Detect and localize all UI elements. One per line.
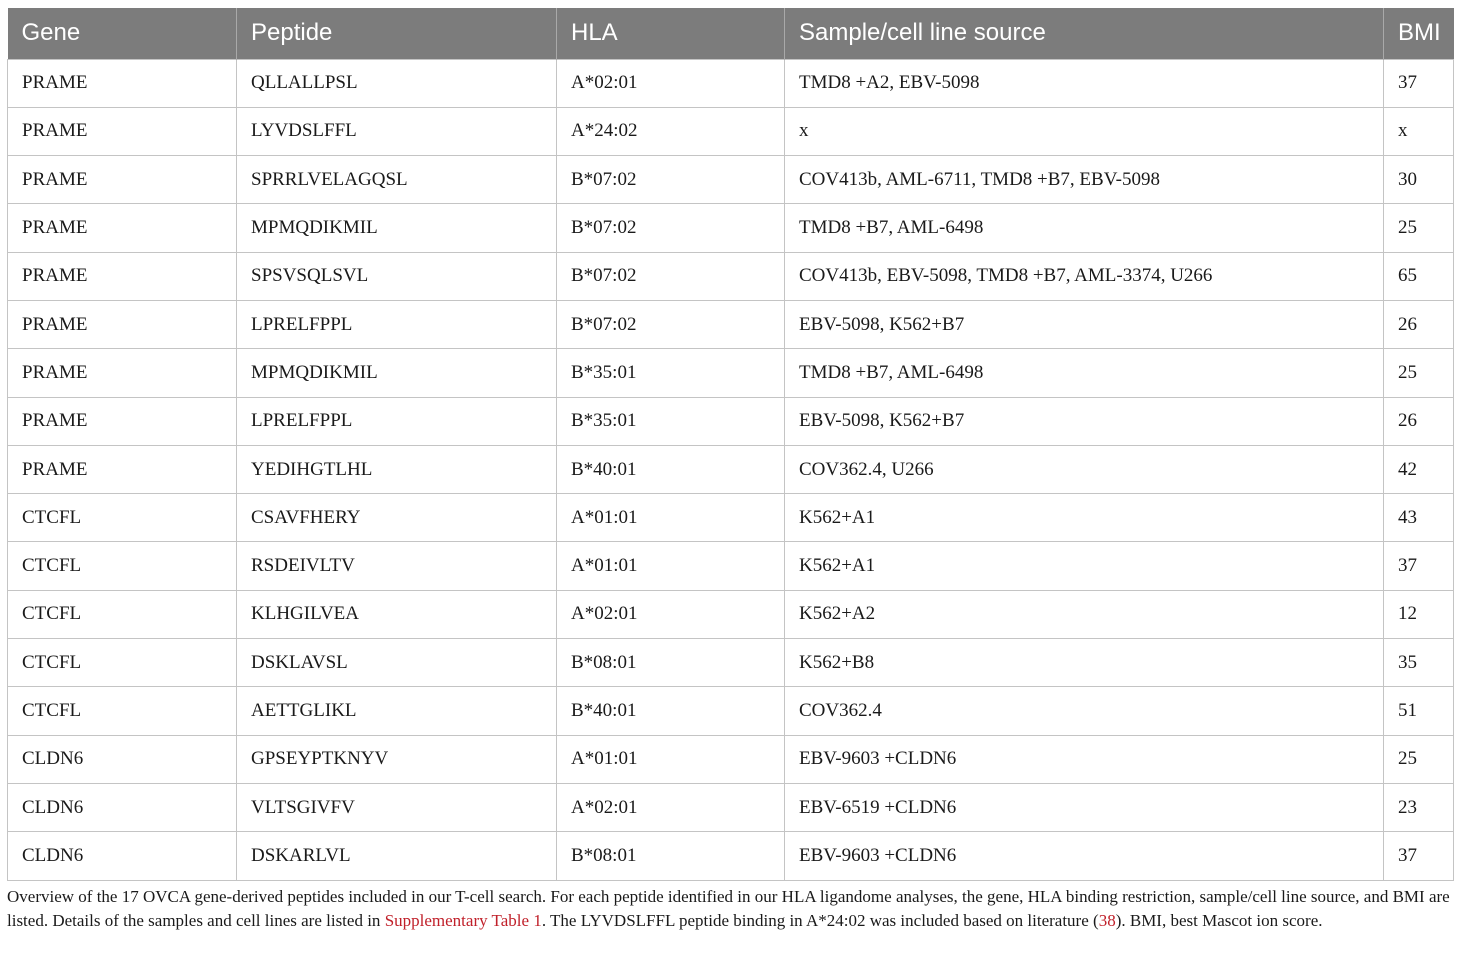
cell-hla: A*01:01 [557,735,785,783]
cell-gene: PRAME [8,445,237,493]
cell-peptide: YEDIHGTLHL [237,445,557,493]
cell-hla: B*07:02 [557,300,785,348]
cell-bmi: 42 [1384,445,1454,493]
cell-gene: CLDN6 [8,783,237,831]
cell-peptide: DSKARLVL [237,832,557,880]
cell-bmi: 26 [1384,300,1454,348]
cell-source: COV413b, AML-6711, TMD8 +B7, EBV-5098 [785,156,1384,204]
cell-hla: B*08:01 [557,832,785,880]
cell-bmi: 51 [1384,687,1454,735]
cell-gene: CTCFL [8,494,237,542]
cell-bmi: 26 [1384,397,1454,445]
cell-hla: A*24:02 [557,107,785,155]
cell-hla: A*02:01 [557,590,785,638]
cell-hla: A*02:01 [557,783,785,831]
table-row [8,397,1454,445]
cell-gene: PRAME [8,204,237,252]
cell-source: TMD8 +B7, AML-6498 [785,349,1384,397]
cell-bmi: 25 [1384,735,1454,783]
table-row [8,494,1454,542]
table-header-row [8,8,1454,59]
cell-bmi: 30 [1384,156,1454,204]
cell-hla: B*08:01 [557,639,785,687]
cell-source: EBV-9603 +CLDN6 [785,832,1384,880]
cell-source: TMD8 +B7, AML-6498 [785,204,1384,252]
table-row [8,639,1454,687]
cell-peptide: VLTSGIVFV [237,783,557,831]
cell-gene: CLDN6 [8,735,237,783]
cell-gene: PRAME [8,107,237,155]
cell-bmi: x [1384,107,1454,155]
table-caption [7,885,1453,933]
cell-hla: A*01:01 [557,542,785,590]
header-hla: HLA [557,8,785,59]
cell-gene: PRAME [8,59,237,107]
table-row [8,783,1454,831]
cell-source: EBV-6519 +CLDN6 [785,783,1384,831]
cell-source: COV362.4 [785,687,1384,735]
cell-source: K562+A1 [785,542,1384,590]
table-row [8,300,1454,348]
cell-peptide: LPRELFPPL [237,300,557,348]
cell-bmi: 37 [1384,832,1454,880]
caption-text-1: Overview of the 17 OVCA gene-derived peptides included in our T-cell search. For each peptide identified in our HLA ligandome analyses, the gene, HLA binding restriction, sample/cell line source, and BMI are listed. Details of the samples and cell lines are listed in [7,887,1450,930]
cell-peptide: DSKLAVSL [237,639,557,687]
cell-bmi: 25 [1384,349,1454,397]
table-row [8,445,1454,493]
cell-source: COV362.4, U266 [785,445,1384,493]
table-row [8,107,1454,155]
cell-gene: CTCFL [8,687,237,735]
cell-source: COV413b, EBV-5098, TMD8 +B7, AML-3374, U266 [785,252,1384,300]
cell-peptide: QLLALLPSL [237,59,557,107]
header-source: Sample/cell line source [785,8,1384,59]
cell-gene: PRAME [8,252,237,300]
header-peptide: Peptide [237,8,557,59]
cell-source: TMD8 +A2, EBV-5098 [785,59,1384,107]
cell-hla: A*01:01 [557,494,785,542]
cell-hla: B*07:02 [557,156,785,204]
cell-source: K562+A1 [785,494,1384,542]
cell-source: x [785,107,1384,155]
cell-bmi: 23 [1384,783,1454,831]
table-row [8,252,1454,300]
cell-hla: A*02:01 [557,59,785,107]
cell-hla: B*07:02 [557,204,785,252]
cell-bmi: 12 [1384,590,1454,638]
cell-source: EBV-5098, K562+B7 [785,397,1384,445]
cell-peptide: CSAVFHERY [237,494,557,542]
table-row [8,590,1454,638]
cell-gene: CLDN6 [8,832,237,880]
cell-peptide: SPSVSQLSVL [237,252,557,300]
caption-text-2: . The LYVDSLFFL peptide binding in A*24:02 was included based on literature ( [541,911,1099,930]
cell-bmi: 37 [1384,59,1454,107]
cell-gene: CTCFL [8,542,237,590]
cell-bmi: 65 [1384,252,1454,300]
supplementary-table-link[interactable]: Supplementary Table 1 [384,911,542,930]
peptide-table-container [7,8,1453,881]
cell-gene: CTCFL [8,639,237,687]
cell-gene: PRAME [8,156,237,204]
cell-peptide: KLHGILVEA [237,590,557,638]
caption-text-3: ). BMI, best Mascot ion score. [1115,911,1323,930]
cell-gene: CTCFL [8,590,237,638]
table-row [8,204,1454,252]
cell-peptide: MPMQDIKMIL [237,204,557,252]
table-row [8,156,1454,204]
cell-peptide: AETTGLIKL [237,687,557,735]
table-body [8,59,1454,880]
header-gene: Gene [8,8,237,59]
table-row [8,832,1454,880]
reference-link[interactable]: 38 [1098,911,1116,930]
cell-bmi: 35 [1384,639,1454,687]
cell-gene: PRAME [8,300,237,348]
cell-peptide: LPRELFPPL [237,397,557,445]
cell-bmi: 37 [1384,542,1454,590]
cell-hla: B*40:01 [557,445,785,493]
cell-gene: PRAME [8,349,237,397]
cell-gene: PRAME [8,397,237,445]
cell-source: EBV-9603 +CLDN6 [785,735,1384,783]
cell-peptide: RSDEIVLTV [237,542,557,590]
cell-source: K562+A2 [785,590,1384,638]
cell-hla: B*40:01 [557,687,785,735]
cell-hla: B*35:01 [557,349,785,397]
header-bmi: BMI [1384,8,1454,59]
table-row [8,349,1454,397]
table-row [8,735,1454,783]
cell-peptide: LYVDSLFFL [237,107,557,155]
cell-peptide: SPRRLVELAGQSL [237,156,557,204]
cell-source: EBV-5098, K562+B7 [785,300,1384,348]
peptide-table [7,8,1454,881]
cell-bmi: 25 [1384,204,1454,252]
cell-hla: B*35:01 [557,397,785,445]
cell-peptide: MPMQDIKMIL [237,349,557,397]
table-row [8,687,1454,735]
table-row [8,59,1454,107]
cell-peptide: GPSEYPTKNYV [237,735,557,783]
table-row [8,542,1454,590]
cell-hla: B*07:02 [557,252,785,300]
cell-bmi: 43 [1384,494,1454,542]
cell-source: K562+B8 [785,639,1384,687]
